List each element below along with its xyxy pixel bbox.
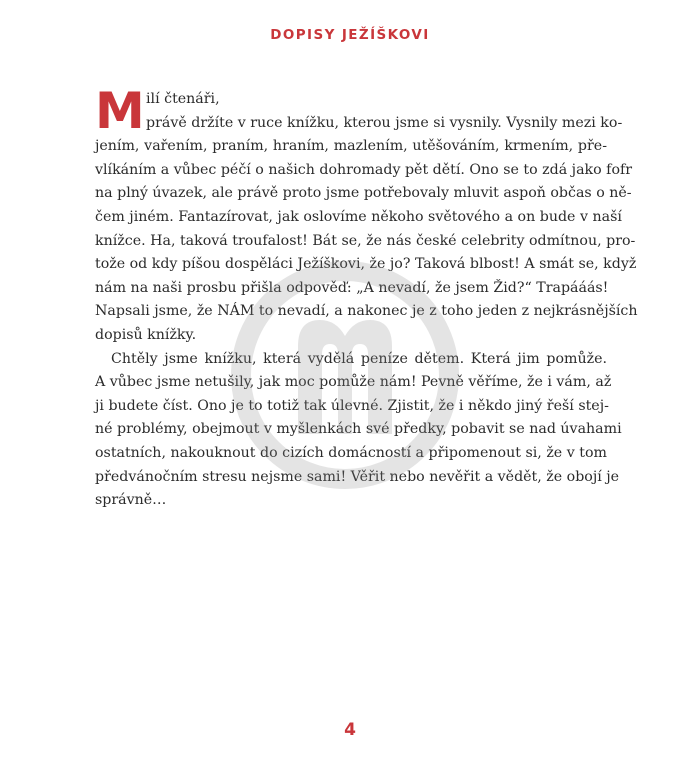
running-head-title: DOPISY JEŽÍŠKOVI [270,27,430,43]
text-line: předvánočním stresu nejsme sami! Věřit nebo nevěřit a vědět, že obojí je [95,468,620,485]
text-line: ji budete číst. Ono je to totiž tak úlevné. Zjistit, že i někdo jiný řeší stej- [95,397,609,414]
text-line: né problémy, obejmout v myšlenkách své předky, pobavit se nad úvahami [95,421,622,438]
text-line: na plný úvazek, ale právě proto jsme potřebovaly mluvit aspoň občas o ně- [95,185,632,202]
text-line: dopisů knížky. [95,326,197,343]
page-number: 4 [344,720,356,740]
text-line: ostatních, nakouknout do cizích domácností a připomenout si, že v tom [95,444,607,461]
text-line: Chtěly jsme knížku, která vydělá peníze dětem. Která jim pomůže. [111,350,607,367]
drop-cap: M [95,82,145,140]
text-line: právě držíte v ruce knížku, kterou jsme si vysnily. Vysnily mezi ko- [146,114,623,131]
body-text [95,82,638,513]
text-line: tože od kdy píšou dospěláci Ježíškovi, že jo? Taková blbost! A smát se, když [95,256,637,273]
text-line: čem jiném. Fantazírovat, jak oslovíme někoho světového a on bude v naší [95,208,622,225]
text-line: ilí čtenáři, [146,91,220,107]
text-line: vlíkáním a vůbec péčí o našich dohromady pět dětí. Ono se to zdá jako fofr [95,161,633,178]
text-line: nám na naši prosbu přišla odpověď: „A nevadí, že jsem Žid?“ Trapááás! [95,279,609,296]
text-line: A vůbec jsme netušily, jak moc pomůže nám! Pevně věříme, že i vám, až [95,374,612,391]
text-line: knížce. Ha, taková troufalost! Bát se, že nás české celebrity odmítnou, pro- [95,232,636,249]
text-line: jením, vařením, praním, hraním, mazlením, utěšováním, krmením, pře- [95,138,607,155]
text-line: Napsali jsme, že NÁM to nevadí, a nakonec je z toho jeden z nejkrásnějších [95,303,638,320]
text-line: správně… [95,492,167,509]
